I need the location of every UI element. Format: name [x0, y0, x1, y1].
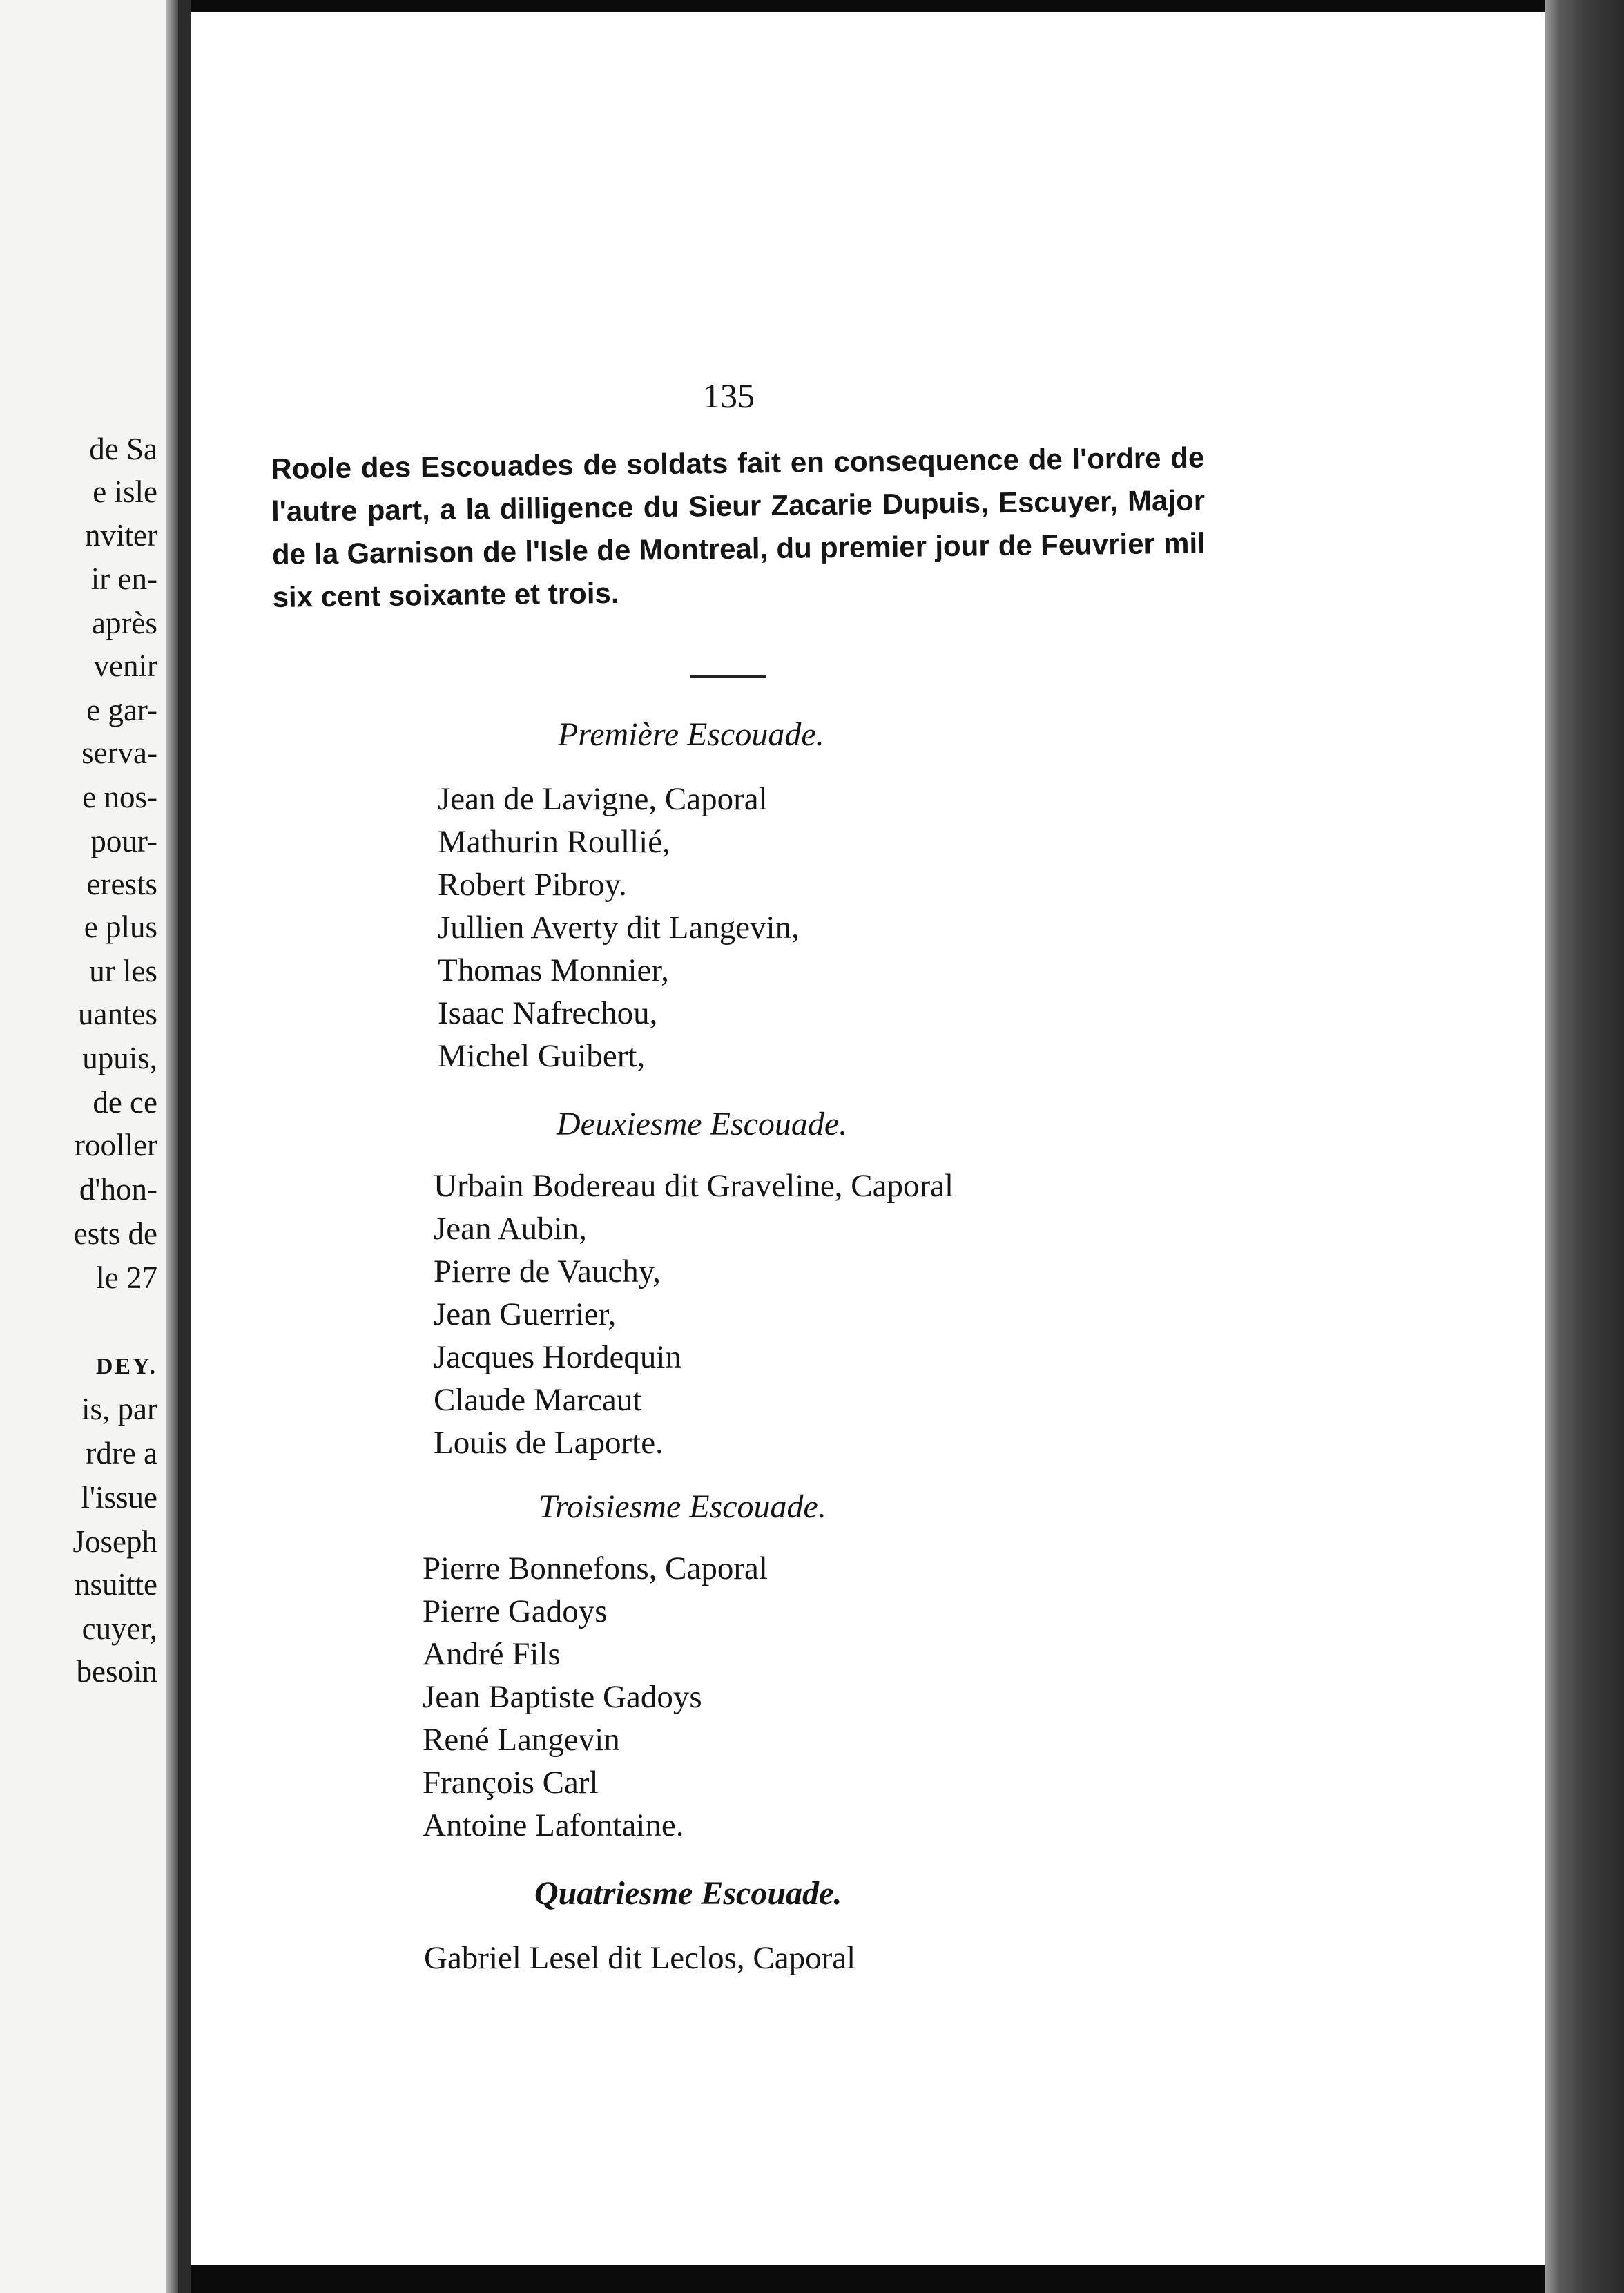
squad-roster	[423, 1547, 768, 1847]
roster-entry: René Langevin	[423, 1722, 620, 1758]
page-edge	[1545, 0, 1624, 2293]
squad-heading: Troisiesme Escouade.	[539, 1488, 826, 1525]
roster-entry: Antoine Lafontaine.	[423, 1807, 684, 1843]
squad-heading: Quatriesme Escouade.	[534, 1875, 842, 1912]
facing-line: le 27	[96, 1260, 157, 1295]
facing-line: besoin	[76, 1654, 157, 1689]
squad-heading: Première Escouade.	[558, 716, 824, 753]
facing-line: cuyer,	[81, 1611, 157, 1646]
page-gutter	[166, 0, 178, 2293]
facing-line: serva-	[81, 736, 157, 770]
facing-line: rooller	[75, 1128, 157, 1162]
separator-rule	[690, 675, 766, 678]
roster-entry: Jean Aubin,	[434, 1211, 587, 1247]
facing-line: d'hon-	[79, 1172, 157, 1207]
spine-shadow	[178, 0, 191, 2293]
roster-entry: Robert Pibroy.	[438, 867, 627, 903]
squad-heading: Deuxiesme Escouade.	[557, 1106, 848, 1142]
roster-entry: Urbain Bodereau dit Graveline, Caporal	[434, 1168, 954, 1204]
roster-entry: Isaac Nafrechou,	[438, 995, 658, 1031]
facing-line: uantes	[78, 997, 157, 1031]
page-number: 135	[703, 376, 755, 415]
facing-line: e nos-	[82, 780, 157, 814]
facing-line: pour-	[90, 824, 157, 858]
facing-line: ir en-	[90, 562, 157, 596]
roster-entry: Pierre Gadoys	[423, 1593, 608, 1629]
facing-line: après	[92, 606, 157, 640]
roster-entry: Jean de Lavigne, Caporal	[438, 781, 768, 817]
roster-entry: Pierre Bonnefons, Caporal	[423, 1551, 768, 1586]
facing-line: de Sa	[89, 432, 157, 466]
facing-line: nviter	[85, 518, 157, 553]
facing-line: erests	[86, 867, 157, 901]
facing-line: upuis,	[82, 1041, 157, 1075]
roster-entry: François Carl	[423, 1765, 599, 1801]
squad-roster	[434, 1164, 954, 1464]
facing-line: Joseph	[72, 1524, 157, 1559]
roster-entry: André Fils	[423, 1636, 561, 1672]
facing-line: l'issue	[81, 1480, 157, 1515]
roster-entry: Louis de Laporte.	[434, 1425, 664, 1461]
roster-entry: Gabriel Lesel dit Leclos, Caporal	[424, 1940, 856, 1976]
roster-entry: Jullien Averty dit Langevin,	[438, 910, 800, 946]
facing-line: is, par	[81, 1392, 157, 1426]
facing-line: nsuitte	[75, 1567, 157, 1602]
facing-line: rdre a	[86, 1436, 157, 1470]
facing-line: DEY.	[95, 1354, 157, 1379]
facing-page	[0, 0, 178, 2293]
roster-entry: Mathurin Roullié,	[438, 824, 670, 860]
roster-entry: Jean Baptiste Gadoys	[423, 1679, 702, 1715]
roster-entry: Michel Guibert,	[438, 1038, 646, 1074]
document-page	[191, 12, 1545, 2265]
roster-entry: Pierre de Vauchy,	[434, 1254, 661, 1289]
facing-line: de ce	[93, 1085, 157, 1120]
squad-roster	[424, 1937, 856, 1979]
facing-line: ur les	[89, 954, 157, 988]
facing-line: e plus	[84, 910, 157, 944]
roster-entry: Thomas Monnier,	[438, 952, 669, 988]
facing-line: e gar-	[86, 693, 157, 727]
facing-line: venir	[93, 649, 157, 683]
squad-roster	[438, 778, 800, 1077]
facing-line: ests de	[73, 1216, 157, 1251]
roster-entry: Jean Guerrier,	[434, 1296, 617, 1332]
intro-paragraph: Roole des Escouades de soldats fait en consequence de l'ordre de l'autre part, a la dilligence du Sieur Zacarie Dupuis, Escuyer, Major de la Garnison de l'Isle de Montreal, du premier jour de Feuvrier mil six cent soixante et trois.	[271, 441, 1206, 613]
roster-entry: Jacques Hordequin	[434, 1339, 682, 1375]
roster-entry: Claude Marcaut	[434, 1382, 642, 1418]
facing-line: e isle	[93, 474, 157, 509]
